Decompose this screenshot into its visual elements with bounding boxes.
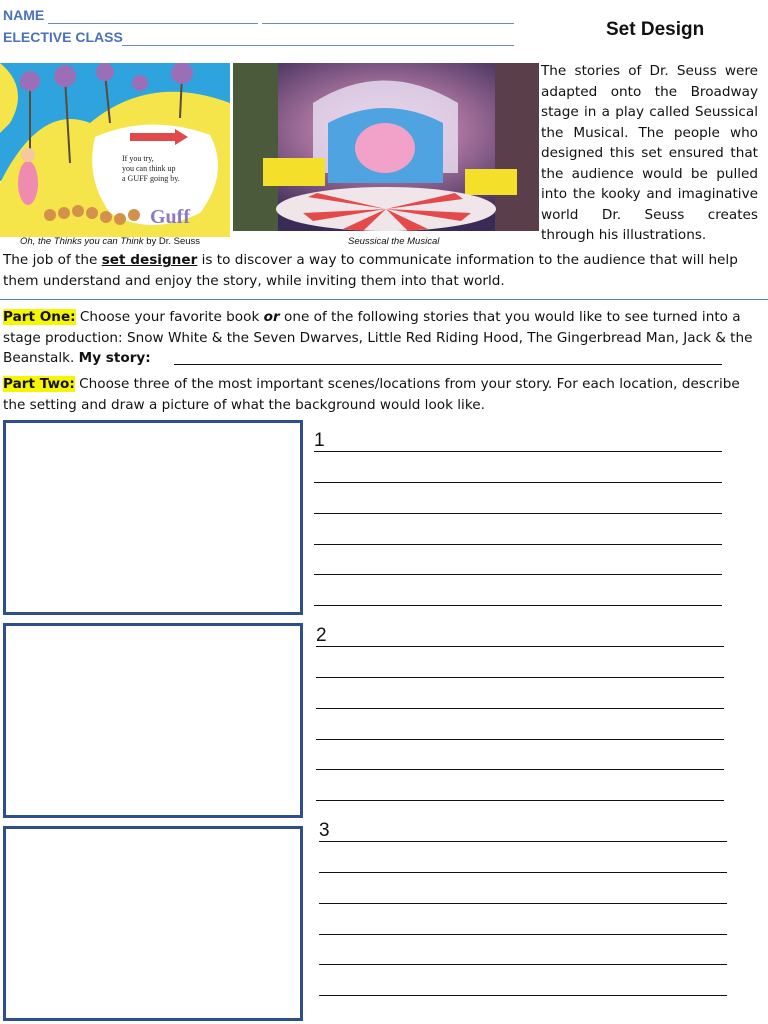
scene-2-line[interactable] bbox=[316, 646, 724, 647]
part-one-or: or bbox=[263, 309, 280, 325]
left-caption-title: Oh, the Thinks you can Think bbox=[20, 236, 144, 247]
part-one-paragraph bbox=[3, 307, 761, 369]
page-title: Set Design bbox=[606, 19, 705, 40]
elective-class-label: ELECTIVE CLASS bbox=[3, 29, 123, 45]
scene-3-line[interactable] bbox=[319, 872, 727, 873]
scene-1-drawing-box[interactable] bbox=[3, 420, 303, 615]
right-figure-caption: Seussical the Musical bbox=[348, 236, 440, 247]
scene-2-number: 2 bbox=[316, 625, 327, 646]
job-text-post: is to discover a way to communicate information to the audience that will help them understand and enjoy the story, while inviting them into that world. bbox=[3, 252, 738, 289]
scene-1-line[interactable] bbox=[314, 544, 722, 545]
part-two-label: Part Two: bbox=[3, 376, 75, 392]
scene-1-line[interactable] bbox=[314, 451, 722, 452]
scene-3-line[interactable] bbox=[319, 903, 727, 904]
name-label: NAME bbox=[3, 7, 45, 23]
my-story-label: My story: bbox=[78, 350, 151, 366]
section-divider bbox=[0, 299, 768, 300]
scene-1-line[interactable] bbox=[314, 605, 722, 606]
set-designer-term: set designer bbox=[101, 252, 198, 268]
scene-2-line[interactable] bbox=[316, 800, 724, 801]
svg-text:you can think up: you can think up bbox=[122, 164, 176, 173]
intro-side-paragraph: The stories of Dr. Seuss were adapted onto the Broadway stage in a play called Seussical the Musical. The people who designed this set ensured that the audience would be pulled into the kooky and imaginative world Dr. Seuss creates through his illustrations. bbox=[541, 63, 758, 243]
scene-1-number: 1 bbox=[314, 430, 325, 451]
scene-2-line[interactable] bbox=[316, 769, 724, 770]
scene-2-line[interactable] bbox=[316, 739, 724, 740]
scene-2-line[interactable] bbox=[316, 708, 724, 709]
left-figure-caption bbox=[20, 236, 200, 247]
scene-3-number: 3 bbox=[319, 820, 330, 841]
scene-3-line[interactable] bbox=[319, 995, 727, 996]
name-field-line-1[interactable] bbox=[48, 23, 258, 24]
scene-2-line[interactable] bbox=[316, 677, 724, 678]
scene-1-line[interactable] bbox=[314, 574, 722, 575]
elective-class-field-line[interactable] bbox=[122, 45, 514, 46]
left-caption-author: by Dr. Seuss bbox=[143, 236, 201, 247]
scene-3-line[interactable] bbox=[319, 934, 727, 935]
part-two-paragraph bbox=[3, 374, 761, 415]
job-text-pre: The job of the bbox=[3, 252, 102, 268]
part-one-text-b: one of the following stories that you would like to see turned into a stage production: Snow White & the Seven Dwarves, Little Red Riding Hood, The Gingerbread Man, Jack & the Beanstalk. bbox=[3, 309, 753, 366]
part-two-text: Choose three of the most important scenes/locations from your story. For each location, describe the setting and draw a picture of what the background would look like. bbox=[3, 376, 740, 413]
thinks-illustration-art bbox=[0, 63, 230, 237]
svg-text:Guff: Guff bbox=[150, 206, 190, 228]
scene-3-line[interactable] bbox=[319, 964, 727, 965]
scene-1-line[interactable] bbox=[314, 513, 722, 514]
my-story-answer-line[interactable] bbox=[174, 364, 722, 365]
thinks-illustration bbox=[0, 63, 230, 237]
scene-3-drawing-box[interactable] bbox=[3, 826, 303, 1021]
seussical-stage-photo bbox=[233, 63, 539, 231]
svg-text:a GUFF going by.: a GUFF going by. bbox=[122, 174, 180, 183]
scene-3-line[interactable] bbox=[319, 841, 727, 842]
part-one-text-a: Choose your favorite book bbox=[75, 309, 264, 325]
part-one-label: Part One: bbox=[3, 309, 76, 325]
name-field-line-2[interactable] bbox=[262, 23, 514, 24]
scene-1-line[interactable] bbox=[314, 482, 722, 483]
seussical-stage-art bbox=[233, 63, 539, 231]
svg-text:If you try,: If you try, bbox=[122, 154, 154, 163]
scene-2-drawing-box[interactable] bbox=[3, 623, 303, 818]
set-designer-paragraph bbox=[3, 250, 763, 291]
